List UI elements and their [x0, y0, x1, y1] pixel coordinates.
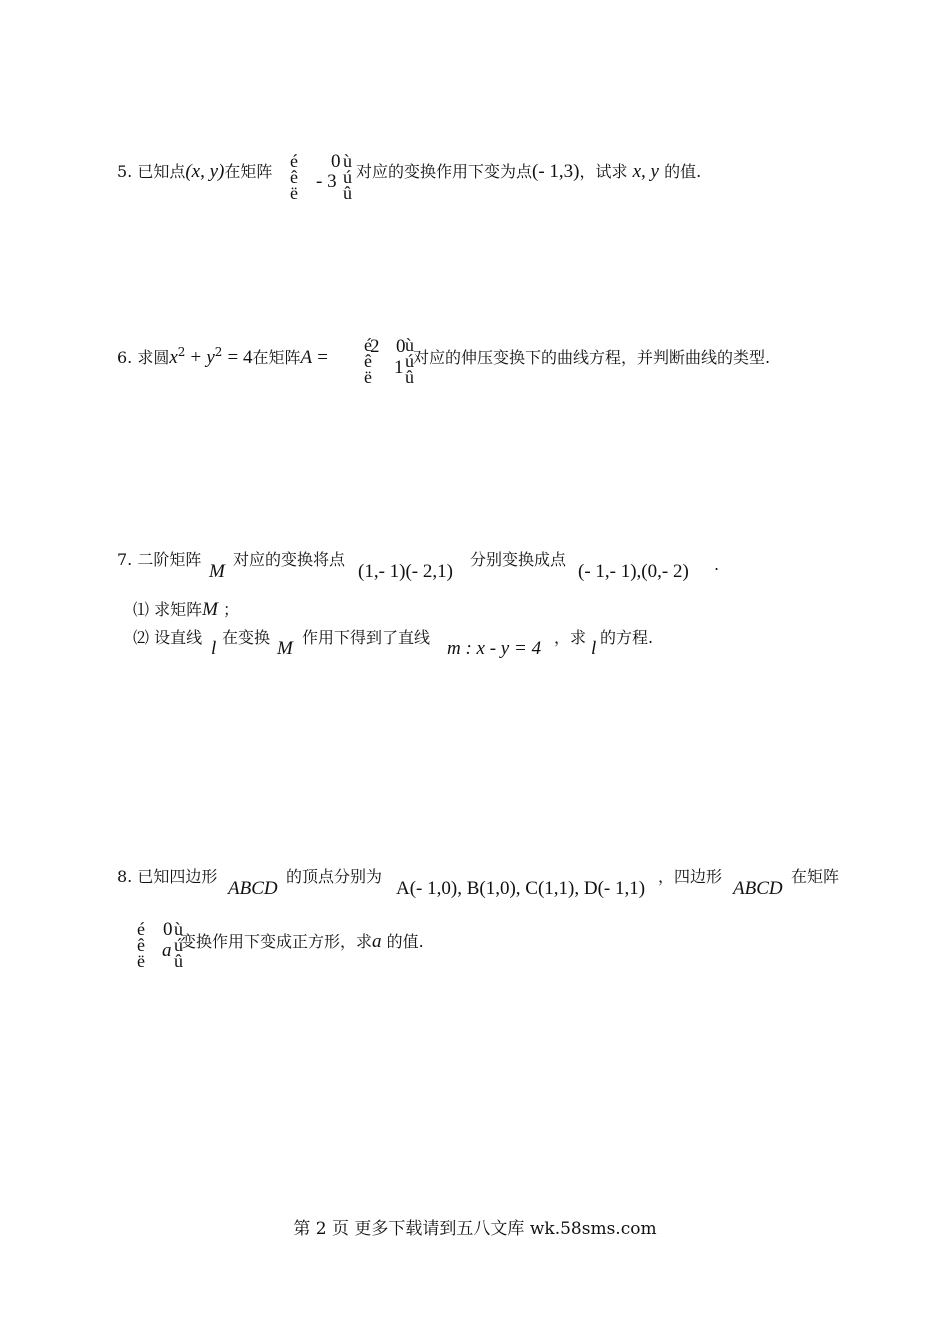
- p5-text-3: ，试求: [579, 162, 628, 181]
- p7-sub-2-d: ，求: [554, 628, 587, 647]
- problem-8: [117, 867, 217, 887]
- p6-matrix-bracket-right: ù ú û: [405, 335, 414, 387]
- p5-text-2: 对应的变换作用下变为点: [356, 162, 533, 181]
- p6-exp-2: 2: [214, 345, 223, 359]
- p8-text-4: 变换作用下变成正方形，求: [180, 932, 373, 951]
- p5-matrix-bracket: é ê ë: [290, 151, 298, 203]
- p8-a: a: [372, 931, 382, 952]
- p7-sub-2-e: 的方程.: [600, 628, 654, 647]
- p7-sub-2-b: 在变换: [222, 628, 271, 647]
- p8-text-1: 的顶点分别为: [286, 867, 383, 886]
- p8-points: A(- 1,0), B(1,0), C(1,1), D(- 1,1): [396, 878, 646, 899]
- p6-matrix-a: 2: [370, 336, 380, 357]
- p7-sub-2-line: m : x - y = 4: [447, 638, 542, 659]
- p6-text-2: 对应的伸压变换下的曲线方程，并判断曲线的类型.: [413, 348, 771, 367]
- p8-text-3: 在矩阵: [791, 867, 840, 886]
- p7-points-1: (1,- 1)(- 2,1): [358, 561, 453, 582]
- p7-text-1: 对应的变换将点: [233, 550, 346, 569]
- p8-matrix-r2: a: [162, 940, 172, 961]
- p7-points-2: (- 1,- 1),(0,- 2): [578, 561, 689, 582]
- p5-number: 5. 已知点: [117, 162, 186, 181]
- p7-sub-1-end: ；: [223, 600, 240, 619]
- p6-matrix-d: 1: [394, 357, 404, 378]
- problem-6: [117, 345, 328, 369]
- p5-rest: [356, 162, 701, 182]
- p8-text-5: 的值.: [386, 932, 424, 951]
- p7-sub-1-M: M: [202, 599, 218, 620]
- p8-matrix-bracket: é ê ë: [137, 919, 145, 971]
- p5-point: (x, y): [185, 161, 225, 182]
- page-footer: 第 2 页 更多下载请到五八文库 wk.58sms.com: [293, 1219, 657, 1239]
- p6-number: 6. 求圆: [117, 348, 170, 367]
- p8-number: 8. 已知四边形: [117, 867, 218, 886]
- p7-text-2: 分别变换成点: [470, 550, 567, 569]
- p6-eqsign: =: [317, 347, 328, 368]
- p8-ABCD: ABCD: [228, 878, 278, 899]
- p6-y: y: [206, 347, 215, 368]
- p8-matrix-bracket-right: ù ú û: [174, 919, 183, 971]
- p6-matrix-b: 0: [396, 336, 406, 357]
- p5-matrix-r2: - 3: [316, 171, 337, 192]
- p7-sub-1: [133, 600, 239, 620]
- p6-exp-1: 2: [177, 345, 186, 359]
- p5-matrix-r1: 0: [331, 151, 341, 172]
- p8-matrix-r1: 0: [163, 919, 173, 940]
- p6-plus: +: [190, 347, 202, 368]
- p5-point-2: (- 1,3): [532, 161, 580, 182]
- p6-text-1: 在矩阵: [252, 348, 301, 367]
- p7-sub-2-M: M: [277, 638, 293, 659]
- p5-text-1: 在矩阵: [224, 162, 273, 181]
- p6-A: A: [300, 347, 313, 368]
- p7-sub-2-l: l: [211, 638, 217, 659]
- p8-ABCD-2: ABCD: [733, 878, 783, 899]
- p8-rest: [180, 932, 424, 952]
- p6-eq: = 4: [227, 347, 253, 368]
- p7-number: 7. 二阶矩阵: [117, 550, 202, 569]
- p5-vars: x, y: [632, 161, 659, 182]
- p7-sub-2-l2: l: [591, 638, 597, 659]
- p6-x: x: [169, 347, 178, 368]
- p5-text-4: 的值.: [664, 162, 702, 181]
- p6-rest: [413, 348, 770, 368]
- p7-sub-1-text: ⑴ 求矩阵: [133, 600, 203, 619]
- p6-matrix-bracket: é ê ë: [364, 335, 372, 387]
- p5-matrix-bracket-right: ù ú û: [343, 151, 352, 203]
- p7-sub-2-a: ⑵ 设直线: [133, 628, 203, 647]
- problem-5: [117, 162, 272, 182]
- p7-M: M: [209, 561, 225, 582]
- p8-text-2: ，四边形: [658, 867, 723, 886]
- problem-7: [117, 550, 201, 570]
- p7-end: .: [714, 555, 720, 574]
- p7-sub-2-c: 作用下得到了直线: [302, 628, 431, 647]
